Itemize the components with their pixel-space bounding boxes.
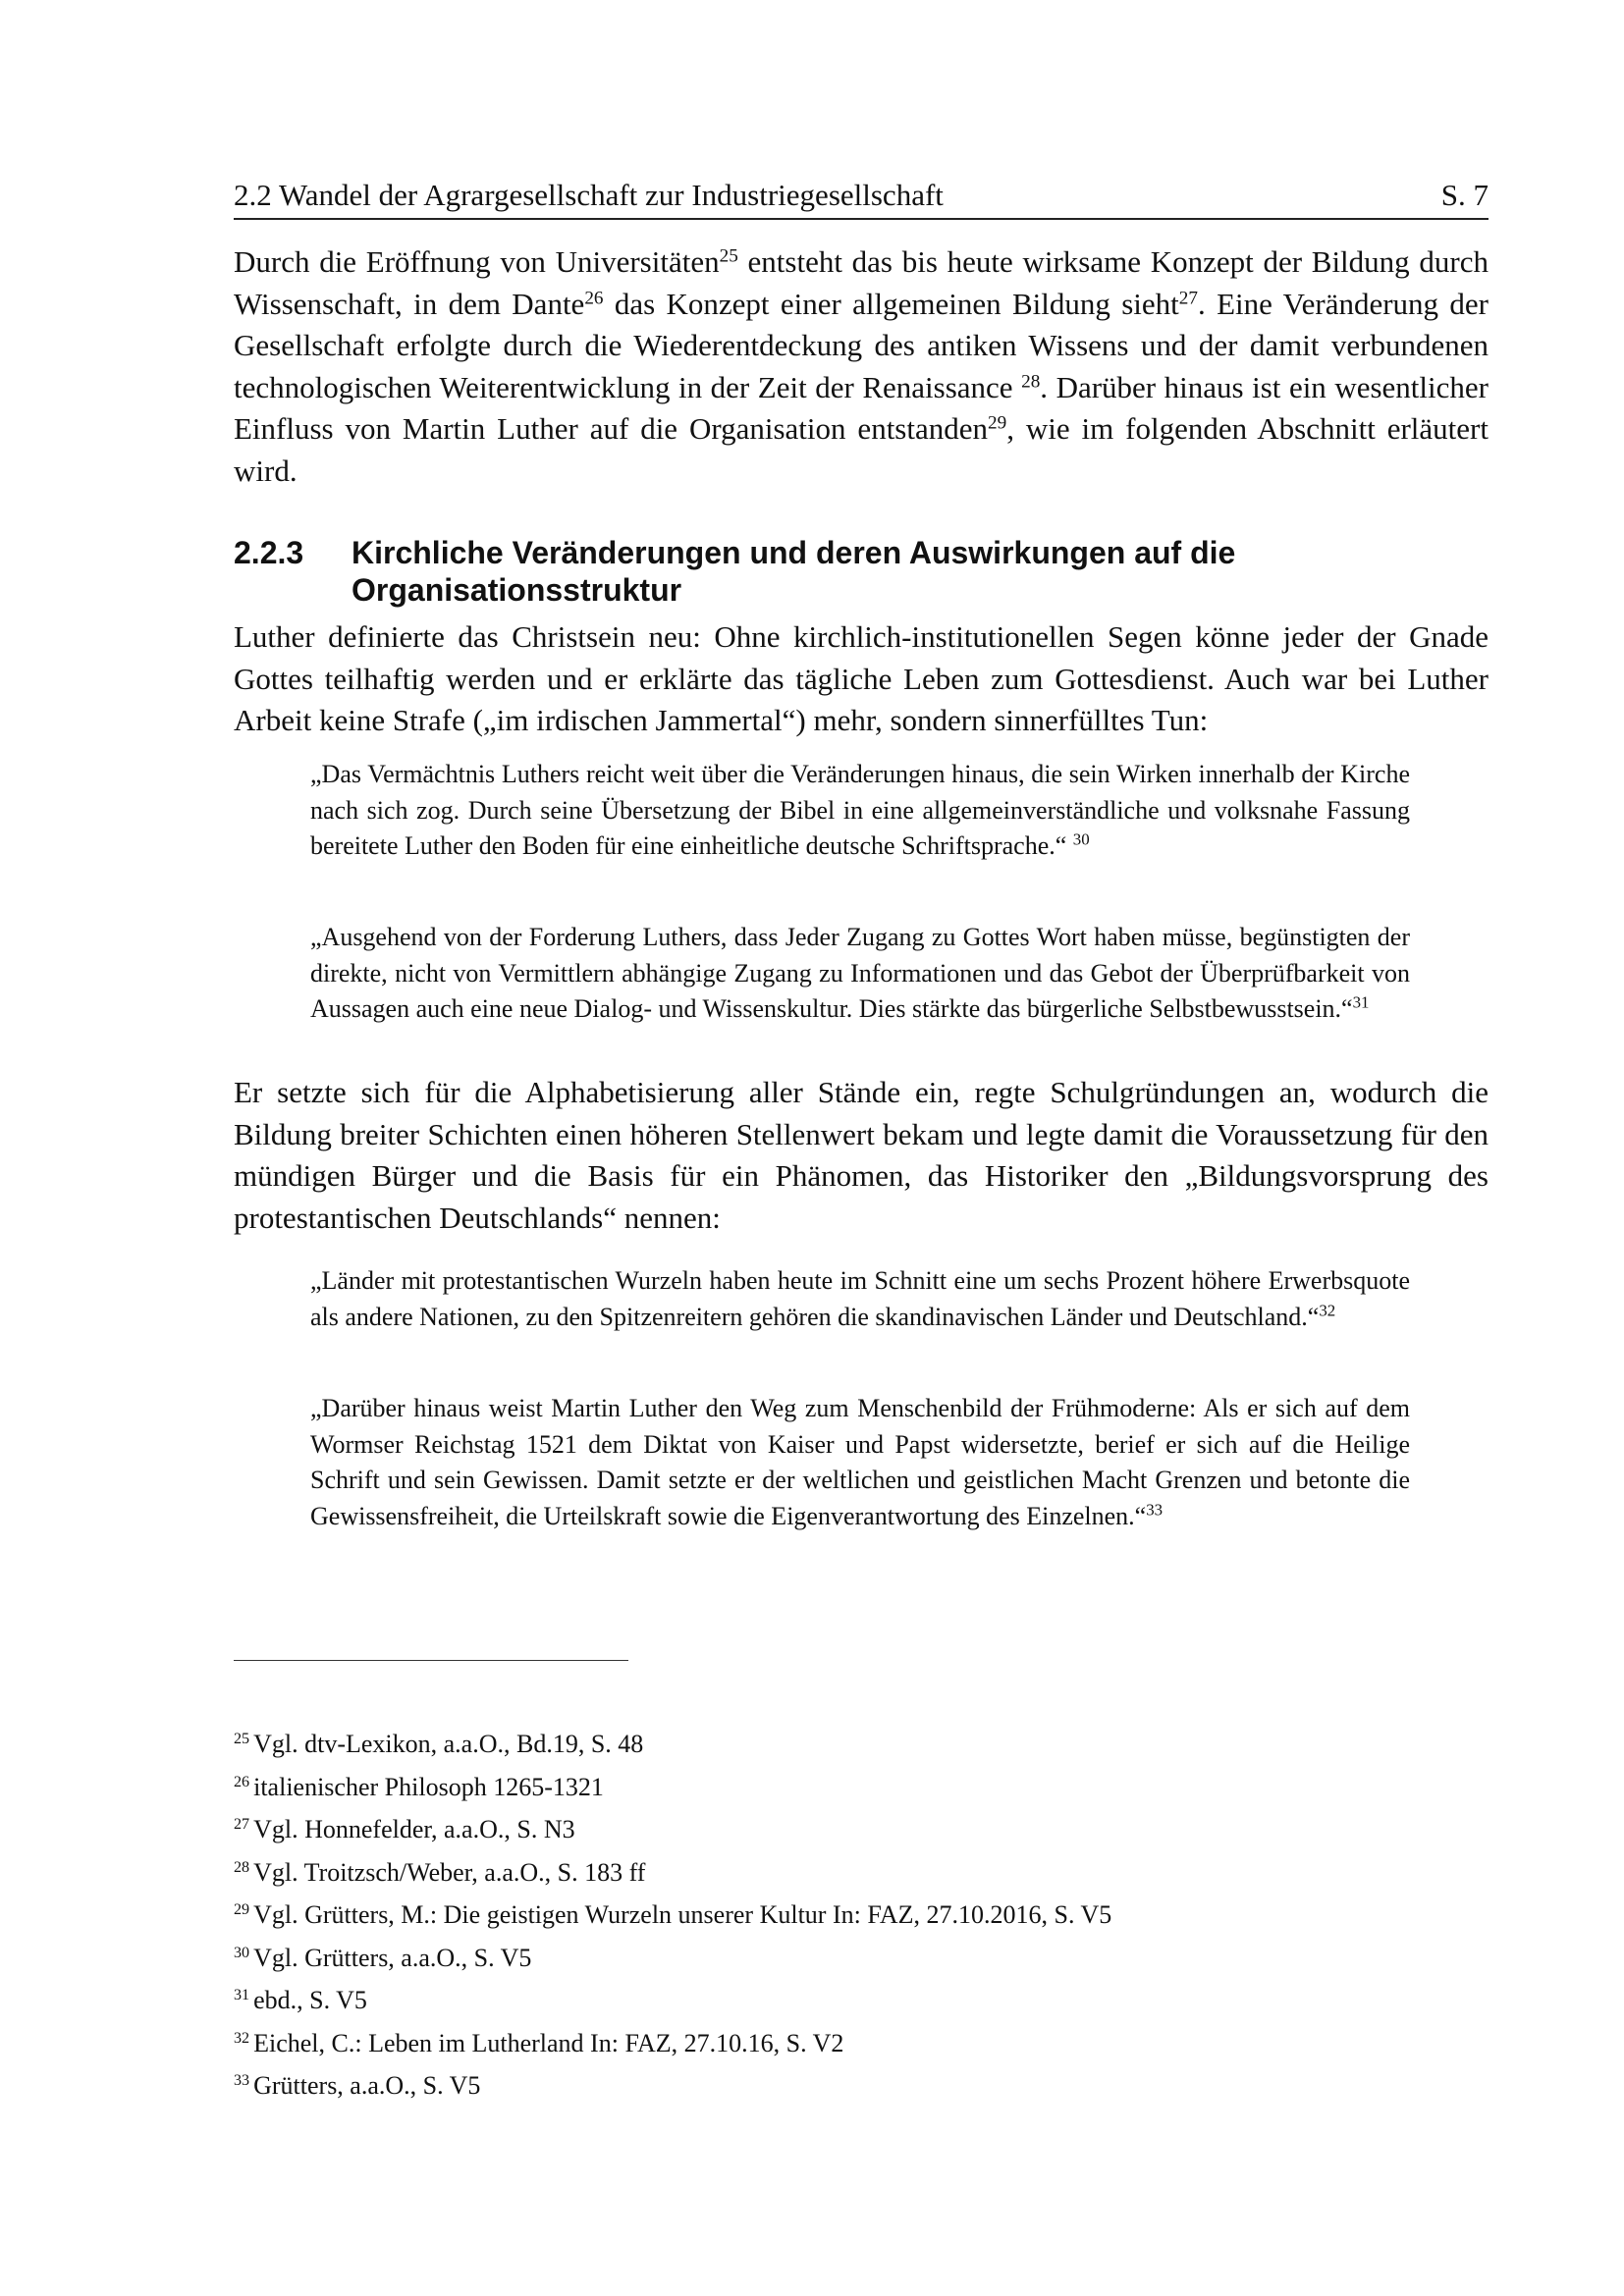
footnote-text: Grütters, a.a.O., S. V5 — [253, 2071, 481, 2100]
footnote-number: 27 — [234, 1816, 250, 1834]
footnote-separator — [234, 1660, 628, 1661]
section-title: Kirchliche Veränderungen und deren Auswirkungen auf die Organisationsstruktur — [352, 535, 1236, 608]
quote-text: „Länder mit protestantischen Wurzeln haben heute im Schnitt eine um sechs Prozent höhere Erwerbsquote als andere Nationen, zu den Spitzenreitern gehören die skandinavischen Länder und Deutschland.“ — [310, 1266, 1410, 1331]
block-quote-4 — [310, 1391, 1410, 1534]
text-span: . Darüber hinaus ist ein wesentlicher Einfluss von Martin Luther auf die Organisation entstanden — [234, 369, 1489, 446]
footnote-number: 33 — [234, 2072, 250, 2090]
text-span: , wie im folgenden Abschnitt erläutert wird. — [234, 411, 1489, 488]
footnote-text: Vgl. Grütters, M.: Die geistigen Wurzeln unserer Kultur In: FAZ, 27.10.2016, S. V5 — [253, 1900, 1112, 1929]
footnote-list — [234, 1723, 1216, 2108]
footnote-item — [234, 1766, 1216, 1809]
footnote-ref-26[interactable]: 26 — [584, 287, 604, 308]
footnote-ref-27[interactable]: 27 — [1178, 287, 1198, 308]
footnote-text: italienischer Philosoph 1265-1321 — [253, 1772, 604, 1801]
footnote-item — [234, 2022, 1216, 2065]
text-span: . Eine Veränderung der Gesellschaft erfolgte durch die Wiederentdeckung des antiken Wissens und der damit verbundenen technologischen Weiterentwicklung in der Zeit der Renaissance — [234, 286, 1489, 404]
footnote-item — [234, 1979, 1216, 2022]
footnote-ref-33[interactable]: 33 — [1146, 1500, 1164, 1520]
running-header — [234, 175, 1489, 220]
footnote-item — [234, 1723, 1216, 1766]
footnote-text: Vgl. dtv-Lexikon, a.a.O., Bd.19, S. 48 — [253, 1730, 644, 1758]
paragraph-alphabetisierung: Er setzte sich für die Alphabetisierung aller Stände ein, regte Schulgründungen an, wodurch die Bildung breiter Schichten einen höheren Stellenwert bekam und legte damit die Voraussetzung für den mündigen Bürger und die Basis für ein Phänomen, das Historiker den „Bildungsvorsprung des protestantischen Deutschlands“ nennen: — [234, 1075, 1489, 1235]
footnote-number: 31 — [234, 1987, 250, 2004]
quote-text: „Das Vermächtnis Luthers reicht weit über die Veränderungen hinaus, die sein Wirken innerhalb der Kirche nach sich zog. Durch seine Übersetzung der Bibel in eine allgemeinverständliche und volksnahe Fassung bereitete Luther den Boden für eine einheitliche deutsche Schriftsprache.“ — [310, 760, 1410, 860]
footnote-text: Vgl. Honnefelder, a.a.O., S. N3 — [253, 1815, 575, 1843]
quote-text: „Darüber hinaus weist Martin Luther den Weg zum Menschenbild der Frühmoderne: Als er sich auf dem Wormser Reichstag 1521 dem Diktat von Kaiser und Papst widersetzte, berief er sich auf die Heilige Schrift und sein Gewissen. Damit setzte er der weltlichen und geistlichen Macht Grenzen und betonte die Gewissensfreiheit, die Urteilskraft sowie die Eigenverantwortung des Einzelnen.“ — [310, 1394, 1410, 1530]
paragraph-intro — [234, 241, 1489, 492]
block-quote-1 — [310, 757, 1410, 865]
footnote-number: 32 — [234, 2029, 250, 2047]
footnote-item — [234, 1894, 1216, 1937]
footnote-text: Vgl. Troitzsch/Weber, a.a.O., S. 183 ff — [253, 1857, 646, 1887]
footnote-ref-32[interactable]: 32 — [1319, 1301, 1336, 1320]
footnote-number: 28 — [234, 1858, 250, 1876]
footnote-ref-31[interactable]: 31 — [1352, 992, 1370, 1012]
text-span: das Konzept einer allgemeinen Bildung sieht — [603, 286, 1179, 321]
footnote-item — [234, 1808, 1216, 1851]
footnote-number: 25 — [234, 1731, 250, 1748]
page-number: S. 7 — [1440, 178, 1489, 212]
footnote-text: ebd., S. V5 — [253, 1986, 367, 2014]
block-quote-3 — [310, 1263, 1410, 1335]
footnote-text: Vgl. Grütters, a.a.O., S. V5 — [253, 1943, 532, 1972]
footnote-text: Eichel, C.: Leben im Lutherland In: FAZ, 27.10.16, S. V2 — [253, 2028, 844, 2057]
section-number: 2.2.3 — [234, 535, 304, 570]
footnote-ref-30[interactable]: 30 — [1072, 829, 1090, 849]
footnote-item — [234, 1851, 1216, 1895]
footnote-number: 26 — [234, 1773, 250, 1790]
footnote-number: 29 — [234, 1901, 250, 1919]
block-quote-2 — [310, 920, 1410, 1028]
footnote-item — [234, 1937, 1216, 1980]
text-span: Durch die Eröffnung von Universitäten — [234, 244, 720, 279]
quote-text: „Ausgehend von der Forderung Luthers, dass Jeder Zugang zu Gottes Wort haben müsse, begünstigten der direkte, nicht von Vermittlern abhängige Zugang zu Informationen und das Gebot der Überprüfbarkeit von Aussagen auch eine neue Dialog- und Wissenskultur. Dies stärkte das bürgerliche Selbstbewusstsein.“ — [310, 923, 1410, 1023]
footnote-number: 30 — [234, 1944, 250, 1961]
footnote-ref-28[interactable]: 28 — [1021, 370, 1041, 392]
footnote-ref-25[interactable]: 25 — [719, 245, 738, 267]
header-title: 2.2 Wandel der Agrargesellschaft zur Industriegesellschaft — [234, 178, 944, 212]
section-heading — [234, 534, 1489, 609]
text-span: entsteht das bis heute wirksame Konzept der Bildung durch Wissenschaft, in dem Dante — [234, 244, 1489, 321]
footnote-item — [234, 2064, 1216, 2108]
footnote-ref-29[interactable]: 29 — [988, 412, 1007, 434]
paragraph-luther: Luther definierte das Christsein neu: Ohne kirchlich-institutionellen Segen könne jeder der Gnade Gottes teilhaftig werden und er erklärte das tägliche Leben zum Gottesdienst. Auch war bei Luther Arbeit keine Strafe („im irdischen Jammertal“) mehr, sondern sinnerfülltes Tun: — [234, 619, 1489, 737]
